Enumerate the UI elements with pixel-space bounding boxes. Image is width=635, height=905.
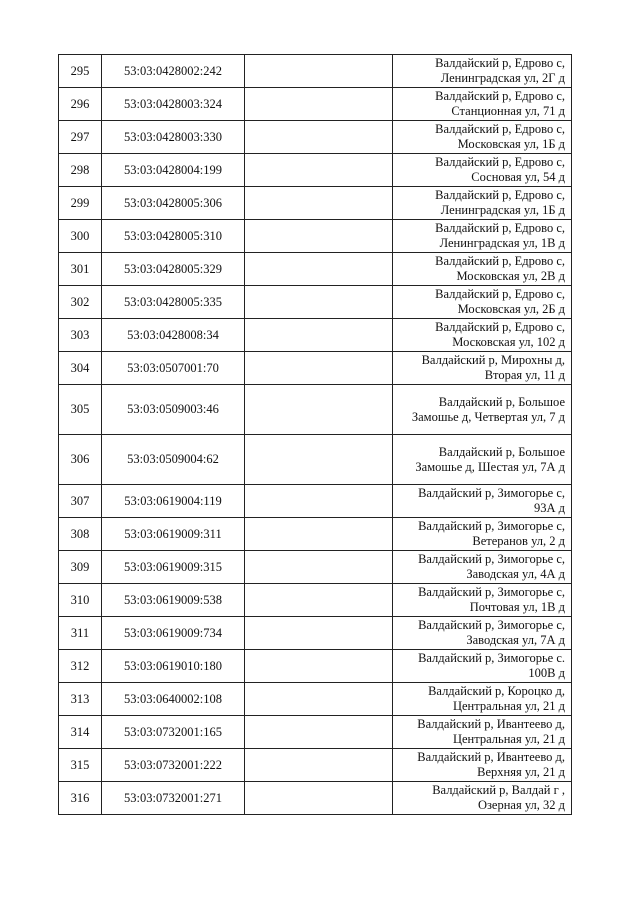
row-number: 311 [59,617,102,650]
row-number: 313 [59,683,102,716]
row-number: 299 [59,187,102,220]
address-line-2: 93А д [533,501,565,515]
cadastral-number: 53:03:0509003:46 [102,385,245,435]
address-line-1: Валдайский р, Большое [438,394,565,409]
cadastral-number: 53:03:0507001:70 [102,352,245,385]
address-line-2: Ленинградская ул, 1Б д [440,203,565,217]
table-row [59,683,572,716]
empty-cell [245,518,393,551]
cadastral-number: 53:03:0732001:165 [102,716,245,749]
empty-cell [245,551,393,584]
table-row [59,352,572,385]
cadastral-number: 53:03:0428002:242 [102,55,245,88]
address-line-2: Вторая ул, 11 д [484,368,565,382]
address-line-2: Замошье д, Шестая ул, 7А д [415,459,565,474]
address-line-2: Московская ул, 2Б д [457,302,565,316]
address-cell [393,187,572,220]
address-line-1: Валдайский р, Едрово с, [435,320,565,334]
address-line-2: Ленинградская ул, 2Г д [440,71,565,85]
address-line-2: Станционная ул, 71 д [451,104,565,118]
address-line-1: Валдайский р, Едрово с, [435,221,565,235]
table-row [59,551,572,584]
address-cell [393,253,572,286]
table-row [59,286,572,319]
table-row [59,385,572,435]
address-line-2: Центральная ул, 21 д [452,699,565,713]
cadastral-number: 53:03:0619004:119 [102,485,245,518]
empty-cell [245,253,393,286]
empty-cell [245,55,393,88]
address-line-1: Валдайский р, Большое [438,444,565,459]
cadastral-number: 53:03:0428005:335 [102,286,245,319]
row-number: 296 [59,88,102,121]
cadastral-number: 53:03:0732001:271 [102,782,245,815]
empty-cell [245,385,393,435]
address-cell [393,716,572,749]
cadastral-number: 53:03:0428005:306 [102,187,245,220]
row-number: 309 [59,551,102,584]
table-row [59,220,572,253]
cadastral-number: 53:03:0428003:330 [102,121,245,154]
table-row [59,187,572,220]
registry-table-body [59,55,572,815]
address-cell [393,485,572,518]
table-row [59,650,572,683]
address-cell [393,55,572,88]
row-number: 301 [59,253,102,286]
address-line-2: Московская ул, 1Б д [457,137,565,151]
address-line-1: Валдайский р, Зимогорье с, [418,618,565,632]
address-cell [393,435,572,485]
empty-cell [245,187,393,220]
address-line-2: Ветеранов ул, 2 д [472,534,565,548]
address-cell [393,352,572,385]
table-row [59,88,572,121]
row-number: 297 [59,121,102,154]
address-line-2: Сосновая ул, 54 д [471,170,565,184]
row-number: 315 [59,749,102,782]
address-line-1: Валдайский р, Едрово с, [435,56,565,70]
cadastral-number: 53:03:0619009:538 [102,584,245,617]
address-line-2: Почтовая ул, 1В д [469,600,565,614]
row-number: 310 [59,584,102,617]
empty-cell [245,286,393,319]
address-cell [393,220,572,253]
address-line-1: Валдайский р, Едрово с, [435,89,565,103]
empty-cell [245,352,393,385]
cadastral-number: 53:03:0619009:311 [102,518,245,551]
address-cell [393,782,572,815]
cadastral-number: 53:03:0619009:315 [102,551,245,584]
address-cell [393,551,572,584]
address-line-1: Валдайский р, Зимогорье с, [418,552,565,566]
address-line-1: Валдайский р, Валдай г , [432,783,565,797]
address-line-1: Валдайский р, Едрово с, [435,122,565,136]
address-cell [393,617,572,650]
row-number: 304 [59,352,102,385]
address-line-1: Валдайский р, Едрово с, [435,287,565,301]
address-cell [393,154,572,187]
address-line-1: Валдайский р, Зимогорье с, [418,519,565,533]
address-line-2: Московская ул, 102 д [452,335,565,349]
address-line-2: Заводская ул, 4А д [466,567,565,581]
empty-cell [245,121,393,154]
empty-cell [245,88,393,121]
empty-cell [245,683,393,716]
address-line-2: 100В д [528,666,565,680]
table-row [59,154,572,187]
address-line-1: Валдайский р, Едрово с, [435,188,565,202]
table-row [59,121,572,154]
cadastral-number: 53:03:0732001:222 [102,749,245,782]
address-line-1: Валдайский р, Едрово с, [435,254,565,268]
cadastral-number: 53:03:0428005:310 [102,220,245,253]
row-number: 312 [59,650,102,683]
address-line-1: Валдайский р, Мирохны д, [421,353,565,367]
address-line-2: Центральная ул, 21 д [452,732,565,746]
empty-cell [245,749,393,782]
row-number: 300 [59,220,102,253]
address-cell [393,319,572,352]
address-cell [393,286,572,319]
address-cell [393,518,572,551]
row-number: 305 [59,385,102,435]
address-line-2: Московская ул, 2В д [456,269,565,283]
cadastral-number: 53:03:0428008:34 [102,319,245,352]
empty-cell [245,154,393,187]
address-cell [393,121,572,154]
address-cell [393,749,572,782]
empty-cell [245,435,393,485]
address-line-1: Валдайский р, Короцко д, [428,684,565,698]
cadastral-number: 53:03:0428005:329 [102,253,245,286]
address-line-2: Озерная ул, 32 д [477,798,565,812]
address-line-1: Валдайский р, Зимогорье с. [418,651,565,665]
cadastral-number: 53:03:0619010:180 [102,650,245,683]
cadastral-number: 53:03:0640002:108 [102,683,245,716]
table-row [59,749,572,782]
empty-cell [245,716,393,749]
table-row [59,584,572,617]
address-line-2: Ленинградская ул, 1В д [439,236,565,250]
row-number: 314 [59,716,102,749]
empty-cell [245,485,393,518]
table-row [59,435,572,485]
address-cell [393,683,572,716]
address-line-1: Валдайский р, Едрово с, [435,155,565,169]
address-line-1: Валдайский р, Ивантеево д, [417,717,565,731]
empty-cell [245,782,393,815]
row-number: 302 [59,286,102,319]
address-cell [393,88,572,121]
address-cell [393,584,572,617]
row-number: 316 [59,782,102,815]
cadastral-number: 53:03:0509004:62 [102,435,245,485]
address-line-2: Замошье д, Четвертая ул, 7 д [411,409,565,424]
empty-cell [245,319,393,352]
empty-cell [245,617,393,650]
address-line-2: Заводская ул, 7А д [466,633,565,647]
table-row [59,782,572,815]
property-registry-table [58,54,572,815]
row-number: 307 [59,485,102,518]
empty-cell [245,650,393,683]
cadastral-number: 53:03:0428004:199 [102,154,245,187]
row-number: 303 [59,319,102,352]
table-row [59,617,572,650]
table-row [59,319,572,352]
table-row [59,253,572,286]
table-row [59,518,572,551]
cadastral-number: 53:03:0428003:324 [102,88,245,121]
table-row [59,485,572,518]
address-line-1: Валдайский р, Ивантеево д, [417,750,565,764]
address-line-2: Верхняя ул, 21 д [477,765,565,779]
table-row [59,55,572,88]
address-cell [393,385,572,435]
row-number: 308 [59,518,102,551]
row-number: 298 [59,154,102,187]
address-line-1: Валдайский р, Зимогорье с, [418,486,565,500]
cadastral-number: 53:03:0619009:734 [102,617,245,650]
row-number: 306 [59,435,102,485]
address-cell [393,650,572,683]
empty-cell [245,220,393,253]
address-line-1: Валдайский р, Зимогорье с, [418,585,565,599]
row-number: 295 [59,55,102,88]
table-row [59,716,572,749]
empty-cell [245,584,393,617]
